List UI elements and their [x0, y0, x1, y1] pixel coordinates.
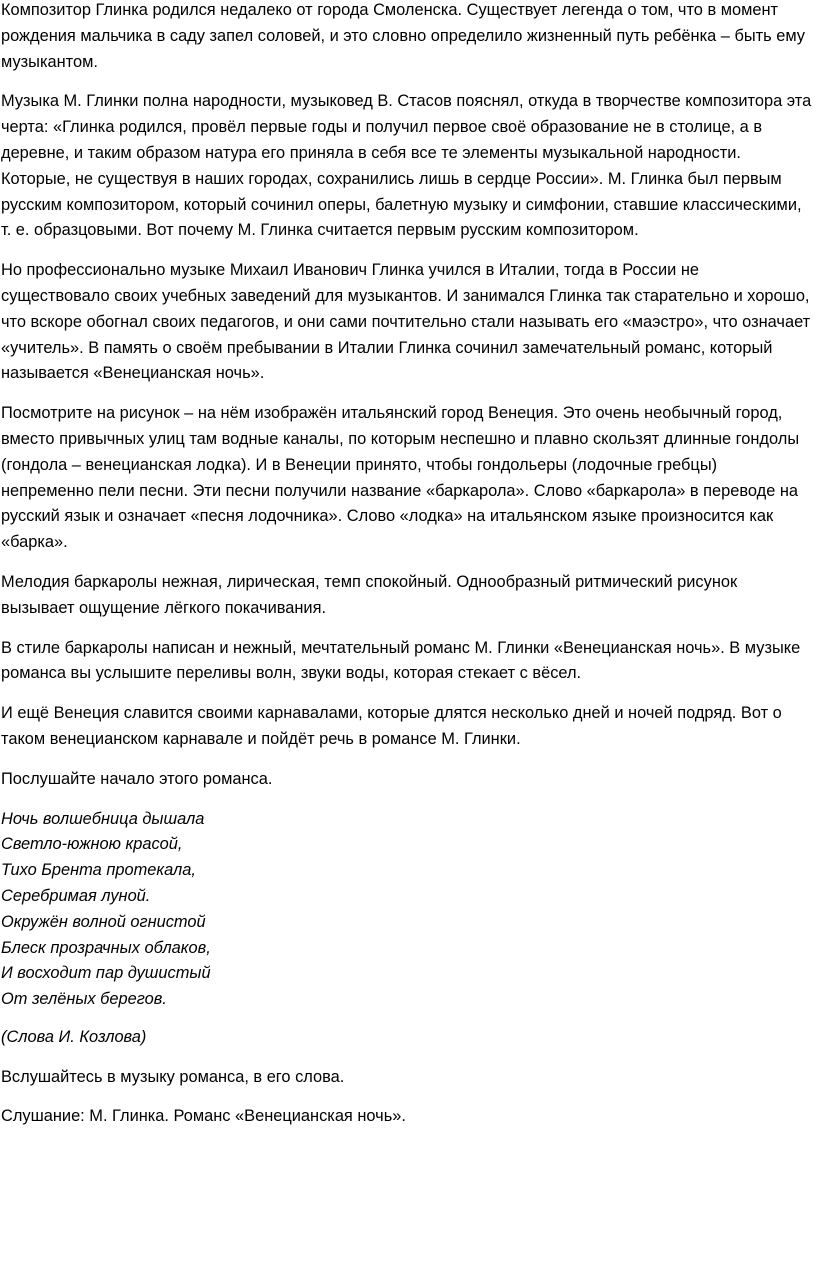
paragraph-closing-title: Слушание: М. Глинка. Романс «Венецианская ночь». — [1, 1107, 406, 1126]
poem-line: От зелёных берегов. — [1, 990, 167, 1009]
paragraph-romance-style: В стиле баркаролы написан и нежный, мечтательный романс М. Глинки «Венецианская ночь». В музыке романса вы услышите переливы волн, звуки воды, которая стекает с вёсел. — [1, 638, 801, 683]
poem — [1, 807, 812, 1013]
poem-line: Серебримая луной. — [1, 886, 151, 905]
paragraph-listen: Послушайте начало этого романса. — [1, 769, 273, 788]
paragraph-barcarolle-melody: Мелодия баркаролы нежная, лирическая, темп спокойный. Однообразный ритмический рисунок вызывает ощущение лёгкого покачивания. — [1, 572, 738, 617]
poem-author: (Слова И. Козлова) — [1, 1027, 147, 1046]
paragraph-carnival: И ещё Венеция славится своими карнавалами, которые длятся несколько дней и ночей подряд. Вот о таком венецианском карнавале и пойдёт речь в романсе М. Глинки. — [1, 704, 782, 748]
paragraph-venice: Посмотрите на рисунок – на нём изображён итальянский город Венеция. Это очень необычный город, вместо привычных улиц там водные каналы, по которым неспешно и плавно скользят длинные гондолы (гондола – венецианская лодка). И в Венеции принято, чтобы гондольеры (лодочные гребцы) непременно пели песни. Эти песни получили название «баркарола». Слово «баркарола» в переводе на русский язык и означает «песня лодочника». Слово «лодка» на итальянском языке произносится как «барка». — [1, 404, 800, 552]
poem-line: И восходит пар душистый — [1, 964, 211, 983]
paragraph-closing-listen: Вслушайтесь в музыку романса, в его слова. — [1, 1067, 345, 1086]
poem-line: Блеск прозрачных облаков, — [1, 938, 211, 957]
paragraph-italy: Но профессионально музыке Михаил Иванович Глинка учился в Италии, тогда в России не существовало своих учебных заведений для музыкантов. И занимался Глинка так старательно и хорошо, что вскоре обогнал своих педагогов, и они сами почтительно стали называть его «маэстро», что означает «учитель». В память о своём пребывании в Италии Глинка сочинил замечательный романс, который называется «Венецианская ночь». — [1, 261, 811, 383]
poem-line: Ночь волшебница дышала — [1, 809, 205, 828]
poem-line: Окружён волной огнистой — [1, 912, 206, 931]
paragraph-intro: Композитор Глинка родился недалеко от города Смоленска. Существует легенда о том, что в момент рождения мальчика в саду запел соловей, и это словно определило жизненный путь ребёнка – быть ему музыкантом. — [1, 1, 805, 71]
poem-line: Тихо Брента протекала, — [1, 861, 196, 880]
poem-line: Светло-южною красой, — [1, 835, 183, 854]
paragraph-narodnost: Музыка М. Глинки полна народности, музыковед В. Стасов пояснял, откуда в творчестве композитора эта черта: «Глинка родился, провёл первые годы и получил первое своё образование не в столице, а в деревне, и таким образом натура его приняла в себя все те элементы музыкальной народности. Которые, не существуя в наших городах, сохранились лишь в сердце России». М. Глинка был первым русским композитором, который сочинил оперы, балетную музыку и симфонии, ставшие классическими, т. е. образцовыми. Вот почему М. Глинка считается первым русским композитором. — [1, 92, 812, 240]
